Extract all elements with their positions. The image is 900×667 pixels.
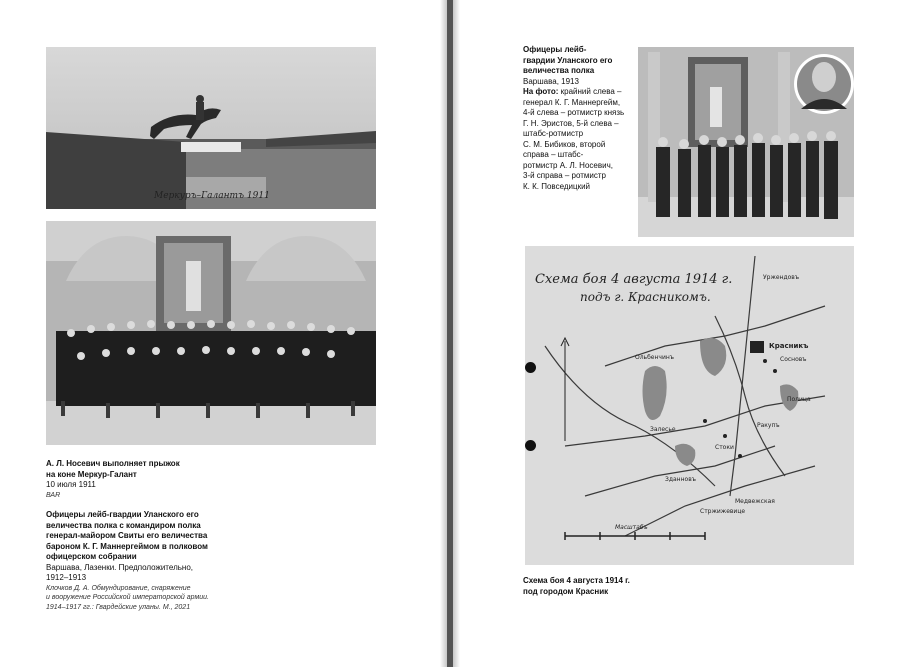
map-subtitle: подъ г. Красникомъ.	[580, 290, 711, 304]
caption-date: Варшава, 1913	[523, 76, 579, 86]
caption-title-line: Схема боя 4 августа 1914 г.	[523, 576, 630, 585]
caption-photo-line	[523, 87, 638, 98]
map-title: Схема боя 4 августа 1914 г.	[535, 272, 733, 287]
caption-title-line: генерал-майором Свиты его величества	[46, 531, 208, 540]
caption-title-line: под городом Красник	[523, 586, 609, 596]
map-place-label: Красникъ	[769, 342, 809, 350]
caption-photo-line: штабс-ротмистр	[523, 129, 584, 138]
caption-title-line: на коне Меркур-Галант	[46, 469, 137, 479]
caption-photo-label: На фото:	[523, 87, 559, 96]
caption-source-line: и вооружение Российской императорской армии.	[46, 594, 209, 601]
horse-jump-photo	[46, 47, 376, 209]
caption-photo-line: 3-й справа – ротмистр	[523, 171, 607, 180]
map-place-label: Медвежская	[735, 498, 775, 505]
photo-handwritten-caption: Меркуръ–Галантъ 1911	[154, 191, 270, 201]
caption-horse-jump	[46, 459, 246, 500]
officers-group-photo	[638, 47, 854, 237]
caption-photo-line: С. М. Бибиков, второй	[523, 139, 606, 149]
caption-photo-line: справа – штабс-	[523, 150, 584, 159]
map-place-label: Ольбенчинъ	[635, 354, 675, 361]
caption-photo-text: крайний слева –	[558, 87, 622, 96]
map-place-label: Стржижевице	[700, 508, 746, 515]
caption-source: ВАR	[46, 491, 61, 499]
caption-photo-line: генерал К. Г. Маннергейм,	[523, 97, 621, 107]
map-place-label: Полица	[787, 396, 811, 403]
map-place-label: Сосновъ	[780, 356, 807, 363]
caption-place-line: 1912–1913	[46, 573, 87, 582]
caption-title-line: бароном К. Г. Маннергеймом в полковом	[46, 541, 208, 551]
caption-title-line: офицерском собрании	[46, 552, 137, 561]
map-place-label: Стоки	[715, 444, 734, 451]
battle-map	[525, 246, 854, 565]
caption-photo-line: ротмистр А. Л. Носевич,	[523, 160, 613, 170]
caption-source-line: 1914–1917 гг.: Гвардейские уланы. М., 2021	[46, 603, 191, 611]
binding-hole	[525, 440, 536, 451]
caption-officers-group	[523, 45, 638, 192]
map-scale-label: Масштабъ	[615, 524, 648, 531]
right-page	[453, 0, 900, 667]
map-place-label: Залесье	[650, 426, 676, 433]
caption-date: 10 июля 1911	[46, 480, 96, 489]
caption-place-line: Варшава, Лазенки. Предположительно,	[46, 562, 193, 572]
caption-title-line: Офицеры лейб-гвардии Уланского его	[46, 510, 199, 519]
caption-source-line: Клочков Д. А. Обмундирование, снаряжение	[46, 584, 191, 592]
left-page	[0, 0, 447, 667]
map-place-label: Зданновъ	[665, 476, 696, 483]
caption-officers-assembly	[46, 510, 266, 612]
book-gutter	[440, 0, 460, 667]
map-place-label: Уржендовъ	[763, 274, 800, 281]
caption-map	[523, 576, 723, 597]
caption-photo-line: 4-й слева – ротмистр князь	[523, 108, 625, 117]
map-place-label: Ракупъ	[757, 422, 780, 429]
caption-photo-line: Г. Н. Эристов, 5-й слева –	[523, 118, 619, 128]
caption-title-line: величества полка	[523, 66, 595, 75]
caption-title-line: величества полка с командиром полка	[46, 520, 201, 530]
caption-title-line: гвардии Уланского его	[523, 55, 613, 65]
caption-photo-line: К. К. Повседицкий	[523, 181, 590, 191]
caption-title-line: Офицеры лейб-	[523, 45, 587, 54]
caption-title-line: А. Л. Носевич выполняет прыжок	[46, 459, 180, 468]
binding-hole	[525, 362, 536, 373]
officers-assembly-photo	[46, 221, 376, 445]
